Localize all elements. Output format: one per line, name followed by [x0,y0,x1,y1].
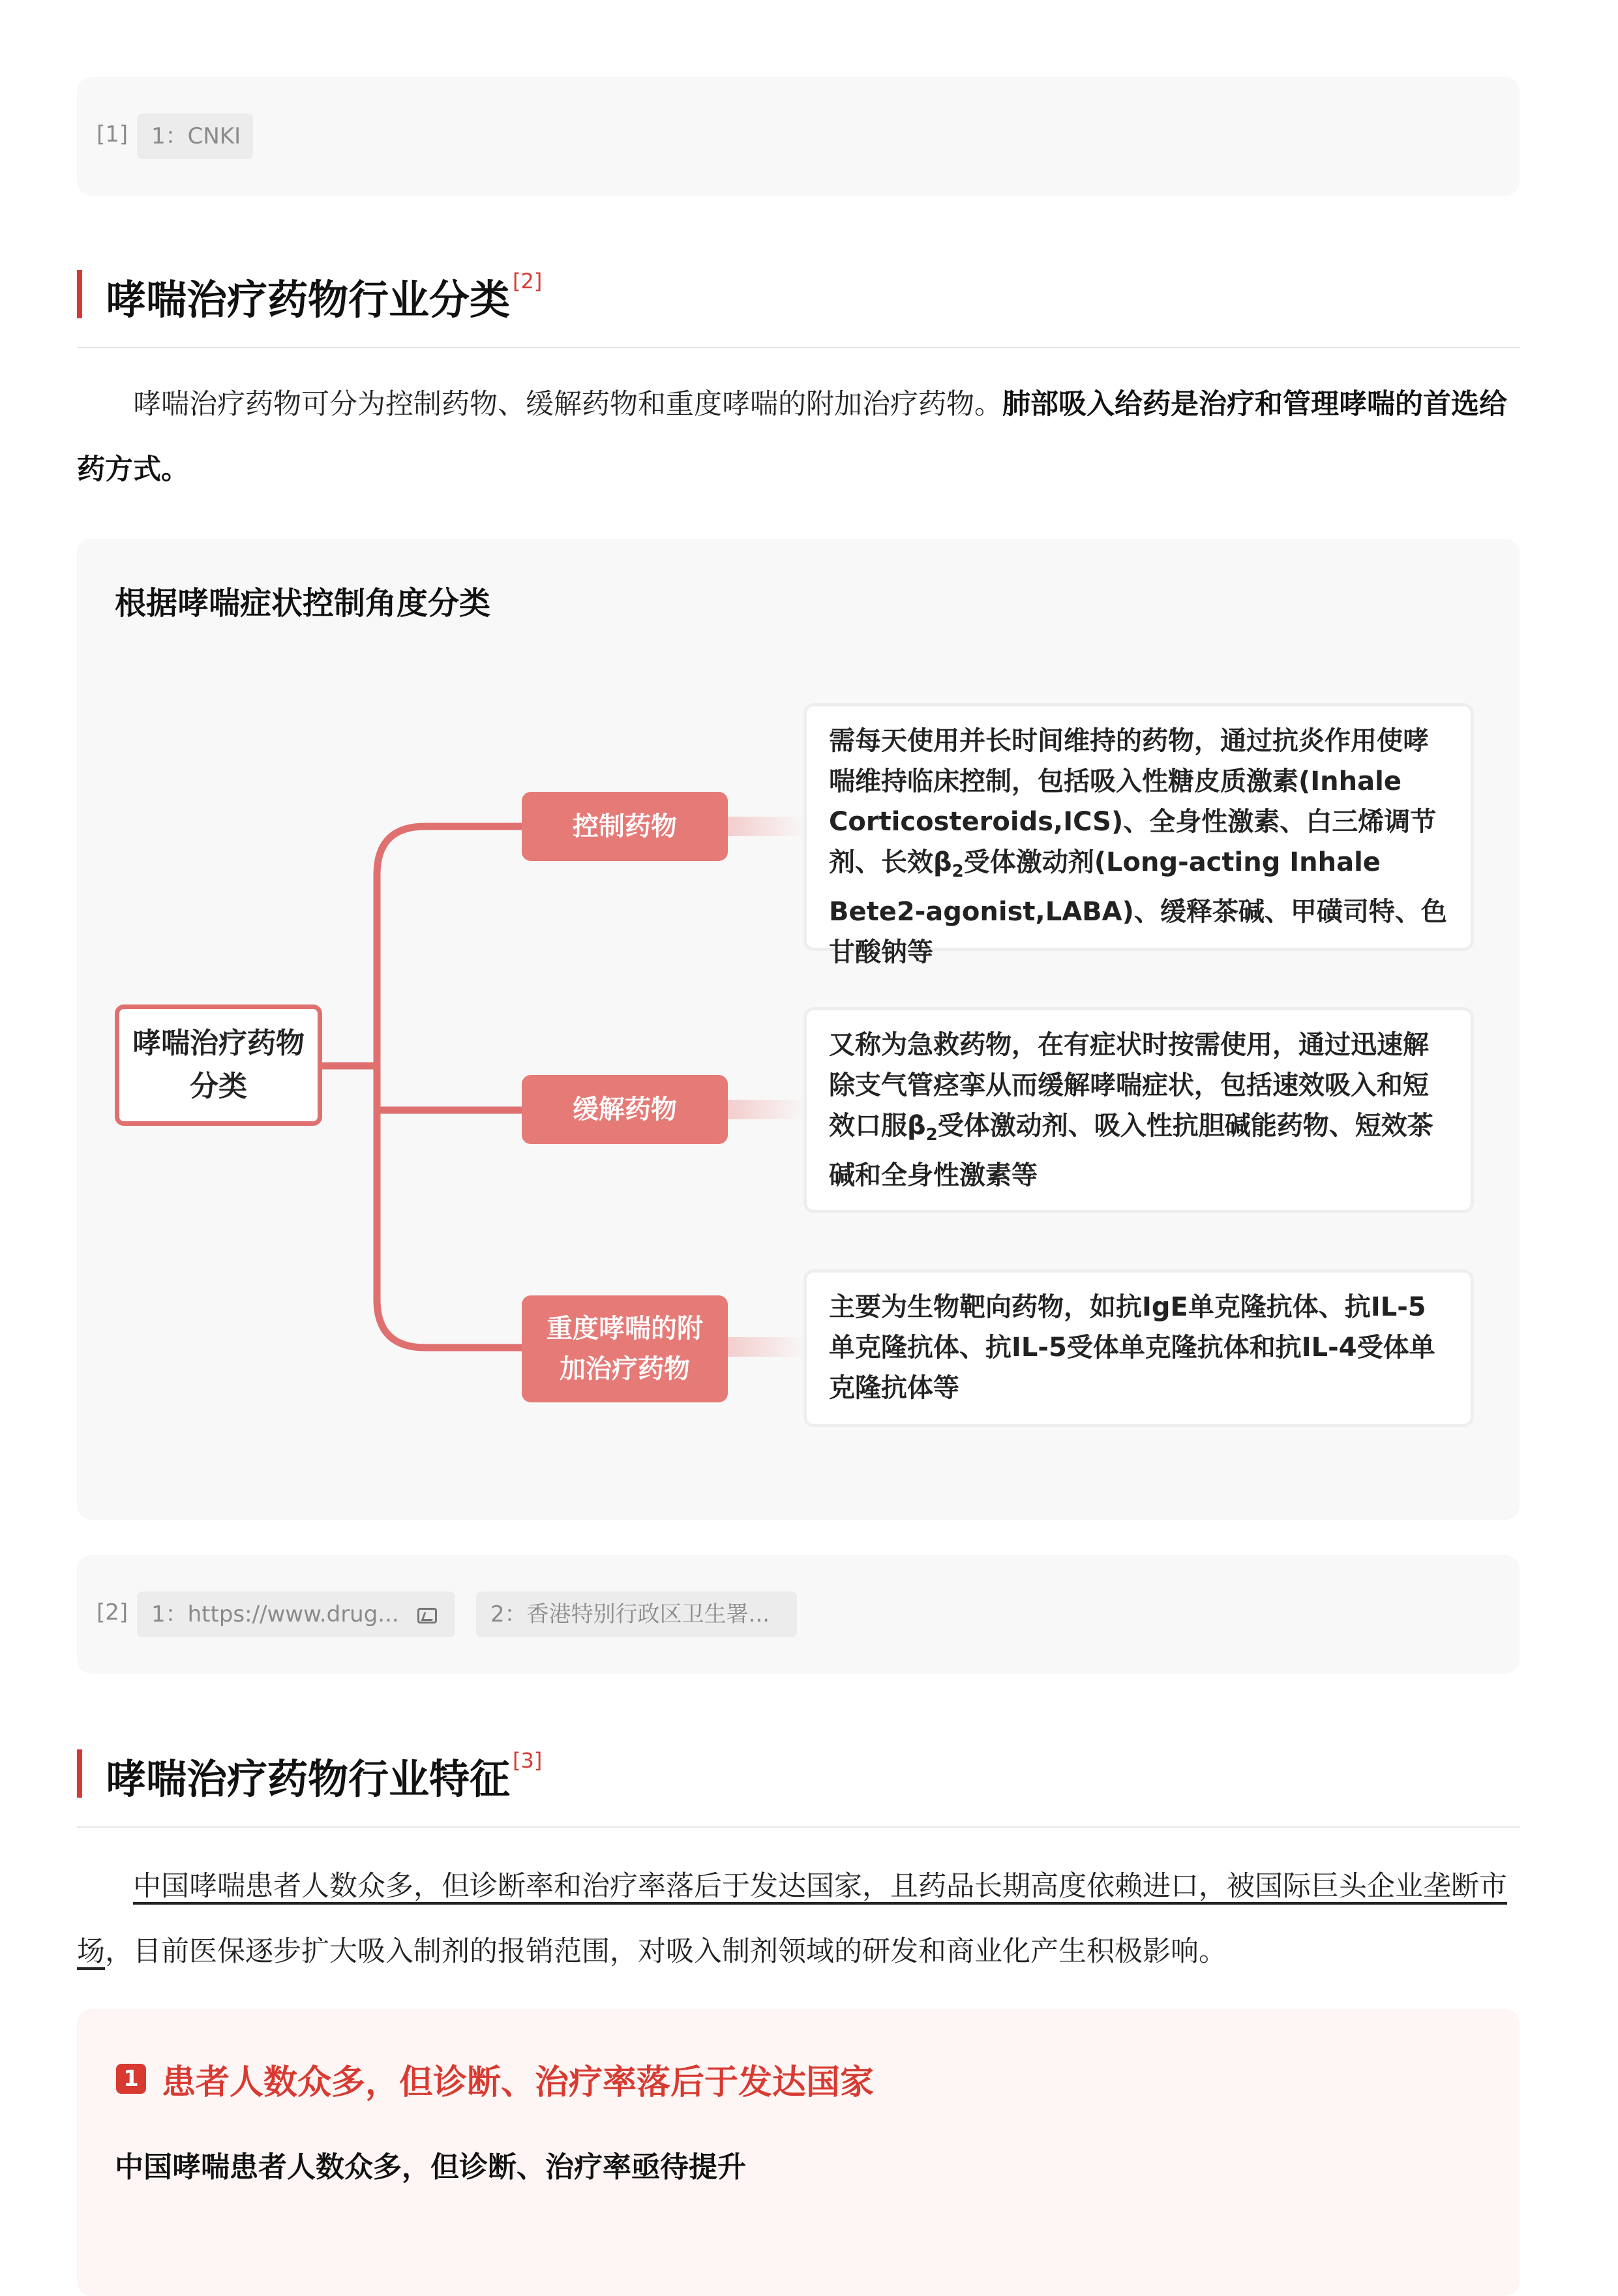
reference-source-text: 1：https://www.drug... [151,1601,399,1627]
section-title-text: 哮喘治疗药物行业分类 [106,276,511,324]
description-subscript: 2 [925,1125,938,1145]
reference-card-2 [77,1555,1520,1674]
section-title-text: 哮喘治疗药物行业特征 [106,1755,511,1803]
description-text: 又称为急救药物，在有症状时按需使用，通过迅速解除支气管痉挛从而缓解哮喘症状，包括速效吸入和短效口服β [829,1030,1429,1141]
description-subscript: 2 [951,862,964,881]
connector-branch-2 [377,1066,522,1110]
citation-link[interactable]: [3] [513,1748,543,1773]
citation-link[interactable]: [2] [513,269,543,294]
branch-node-relief: 缓解药物 [522,1075,728,1144]
feature-number-badge: 1 [116,2064,146,2094]
paragraph-text: ，目前医保逐步扩大吸入制剂的报销范围，对吸入制剂领域的研发和商业化产生积极影响。 [105,1935,1227,1968]
reference-number: [1] [97,121,128,147]
mindmap-root-node: 哮喘治疗药物分类 [115,1004,322,1126]
feature-title: 患者人数众多，但诊断、治疗率落后于发达国家 [162,2063,875,2102]
divider [77,1826,1520,1828]
reference-source-link[interactable] [137,1592,455,1637]
section-paragraph [77,1854,1520,1984]
description-text: 受体激动剂(Long-acting Inhale Bete2-agonist,LABA)、缓释茶碱、甲磺司特、色甘酸钠等 [829,847,1447,967]
description-text: 主要为生物靶向药物，如抗IgE单克隆抗体、抗IL-5单克隆抗体、抗IL-5受体单克隆抗体和抗IL-4受体单克隆抗体等 [829,1292,1435,1403]
branch-node-control: 控制药物 [522,792,728,861]
reference-source-link[interactable]: 1：CNKI [137,113,253,159]
branch-connector-glow [728,817,805,836]
branch-description-relief [803,1007,1474,1213]
branch-node-severe-addon: 重度哮喘的附加治疗药物 [522,1295,728,1402]
connector-branch-1 [377,826,522,1066]
reference-source-link[interactable]: 2：香港特别行政区卫生署... [476,1592,797,1637]
paragraph-underlined-text: 中国哮喘患者人数众多，但诊断率和治疗率落后于发达国家，且药品长期高度依赖进口，被国际巨头企业垄断市场 [77,1870,1507,1968]
feature-subtitle: 中国哮喘患者人数众多，但诊断、治疗率亟待提升 [115,2151,746,2184]
branch-description-control [803,703,1474,967]
paragraph-bold-text: 肺部吸入给药是治疗和管理哮喘的首选给药方式。 [77,388,1507,486]
description-text: 受体激动剂、吸入性抗胆碱能药物、短效茶碱和全身性激素等 [829,1111,1433,1190]
image-icon[interactable] [417,1608,437,1624]
branch-description-severe-addon [803,1269,1474,1427]
branch-connector-glow [728,1337,805,1357]
reference-number: [2] [97,1599,128,1625]
paragraph-text: 哮喘治疗药物可分为控制药物、缓解药物和重度哮喘的附加治疗药物。 [133,388,1002,421]
description-text: 需每天使用并长时间维持的药物，通过抗炎作用使哮喘维持临床控制，包括吸入性糖皮质激素(Inhale Corticosteroids,ICS)、全身性激素、白三烯调节剂、长效β [829,726,1437,877]
branch-connector-glow [728,1100,805,1119]
section-title [77,1747,542,1805]
mindmap-title: 根据哮喘症状控制角度分类 [115,585,491,622]
